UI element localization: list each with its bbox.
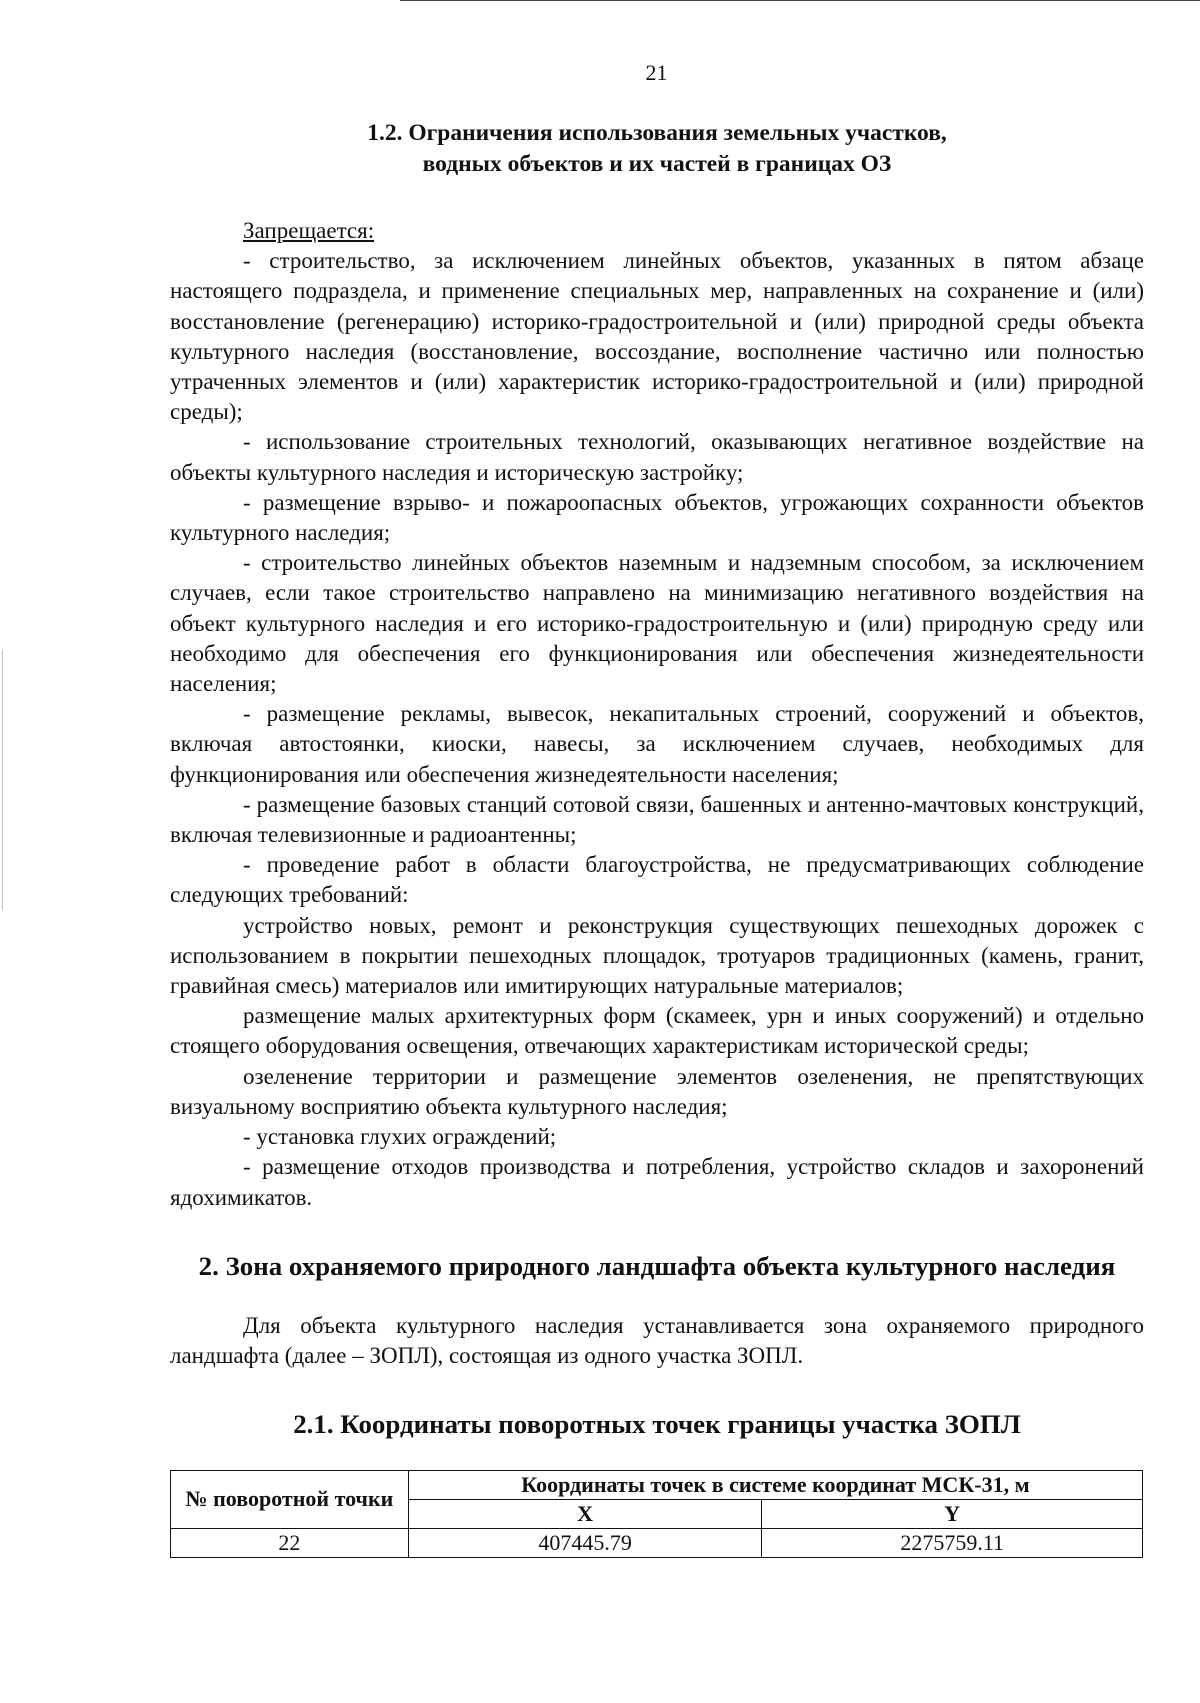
restriction-item: - размещение рекламы, вывесок, некапитальных строений, сооружений и объектов, включая автостоянки, киоски, навесы, за исключением случаев, необходимых для функционирования или обеспечения жизнедеятельности населения; (170, 701, 1144, 787)
prohibited-lead: Запрещается: (243, 218, 375, 243)
restriction-item: - размещение базовых станций сотовой связи, башенных и антенно-мачтовых конструкций, включая телевизионные и радиоантенны; (170, 791, 1144, 848)
scan-edge-line (2, 650, 3, 910)
restriction-item: - размещение отходов производства и потребления, устройство складов и захоронений ядохимикатов. (170, 1154, 1144, 1210)
requirement-item: устройство новых, ремонт и реконструкция существующих пешеходных дорожек с использованием в покрытии пешеходных площадок, тротуаров традиционных (камень, гранит, гравийная смесь) материалов или имитирующих натуральные материалов; (170, 912, 1144, 999)
section-2-1-title: 2.1. Координаты поворотных точек границы участка ЗОПЛ (293, 1409, 1021, 1440)
section-1-2-title-line1: 1.2. Ограничения использования земельных участков, (367, 120, 947, 146)
section-2-text: Для объекта культурного наследия устанавливается зона охраняемого природного ландшафта (далее – ЗОПЛ), состоящая из одного участка ЗОПЛ. (170, 1312, 1144, 1369)
section-1-2-title (170, 118, 1144, 180)
section-2-title: 2. Зона охраняемого природного ландшафта объекта культурного наследия (198, 1250, 1116, 1281)
col-header-point: № поворотной точки (171, 1470, 409, 1528)
col-header-y: Y (762, 1499, 1143, 1528)
table-row (171, 1528, 1143, 1557)
col-header-x: X (408, 1499, 762, 1528)
restriction-item: - строительство, за исключением линейных объектов, указанных в пятом абзаце настоящего подраздела, и применение специальных мер, направленных на сохранение и (или) восстановление (регенерацию) историко-градостроительной и (или) природной среды объекта культурного наследия (восстановление, воссоздание, восполнение частично или полностью утраченных элементов и (или) характеристик историко-градостроительной и (или) природной среды); (170, 248, 1144, 425)
cell-x: 407445.79 (408, 1528, 762, 1557)
scan-top-line (400, 0, 1200, 1)
page-number: 21 (645, 60, 668, 85)
restriction-item: - установка глухих ограждений; (243, 1124, 557, 1150)
restriction-item: - строительство линейных объектов наземным и надземным способом, за исключением случаев, если такое строительство направлено на минимизацию негативного воздействия на объект культурного наследия и его историко-градостроительную и (или) природную среду или необходимо для обеспечения его функционирования или обеспечения жизнедеятельности населения; (170, 550, 1144, 697)
restriction-item: - размещение взрыво- и пожароопасных объектов, угрожающих сохранности объектов культурного наследия; (170, 489, 1144, 546)
col-header-coords: Координаты точек в системе координат МСК-31, м (408, 1470, 1142, 1499)
section-1-2-title-line2: водных объектов и их частей в границах ОЗ (422, 151, 892, 177)
restriction-item: - использование строительных технологий, оказывающих негативное воздействие на объекты культурного наследия и историческую застройку; (170, 429, 1144, 485)
cell-point: 22 (171, 1528, 409, 1557)
coordinates-table (170, 1470, 1143, 1558)
requirement-item: озеленение территории и размещение элементов озеленения, не препятствующих визуальному восприятию объекта культурного наследия; (170, 1063, 1144, 1119)
requirement-item: размещение малых архитектурных форм (скамеек, урн и иных сооружений) и отдельно стоящего оборудования освещения, отвечающих характеристикам исторической среды; (170, 1003, 1144, 1059)
restriction-item: - проведение работ в области благоустройства, не предусматривающих соблюдение следующих требований: (170, 852, 1144, 908)
document-body (170, 118, 1144, 1558)
cell-y: 2275759.11 (762, 1528, 1143, 1557)
